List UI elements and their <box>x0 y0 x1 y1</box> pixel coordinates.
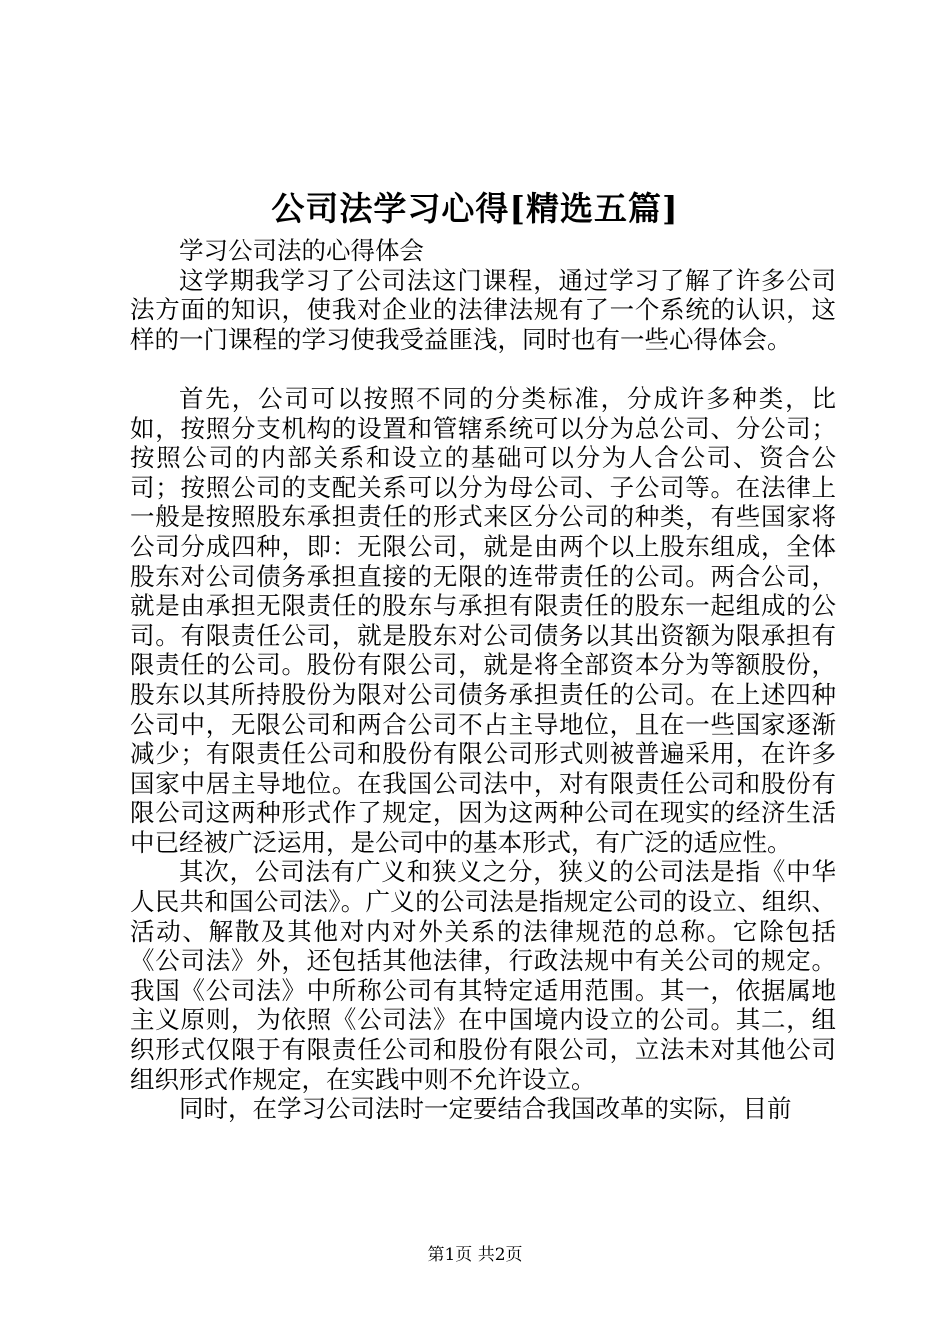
paragraph-third: 同时，在学习公司法时一定要结合我国改革的实际，目前 <box>179 1094 792 1124</box>
page-indicator: 第1页 共2页 <box>427 1245 523 1265</box>
paragraph-subtitle: 学习公司法的心得体会 <box>179 236 424 265</box>
page-title: 公司法学习心得[精选五篇] <box>271 189 679 228</box>
paragraph-intro: 这学期我学习了公司法这门课程，通过学习了解了许多公司法方面的知识，使我对企业的法律法规有了一个系统的认识，这样的一门课程的学习使我受益匪浅，同时也有一些心得体会。 <box>130 265 836 354</box>
document-body <box>130 236 836 1124</box>
paragraph-first: 首先，公司可以按照不同的分类标准，分成许多种类，比如，按照分支机构的设置和管辖系统可以分为总公司、分公司；按照公司的内部关系和设立的基础可以分为人合公司、资合公司；按照公司的支配关系可以分为母公司、子公司等。在法律上一般是按照股东承担责任的形式来区分公司的种类，有些国家将公司分成四种，即：无限公司，就是由两个以上股东组成，全体股东对公司债务承担直接的无限的连带责任的公司。两合公司，就是由承担无限责任的股东与承担有限责任的股东一起组成的公司。有限责任公司，就是股东对公司债务以其出资额为限承担有限责任的公司。股份有限公司，就是将全部资本分为等额股份，股东以其所持股份为限对公司债务承担责任的公司。在上述四种公司中，无限公司和两合公司不占主导地位，且在一些国家逐渐减少；有限责任公司和股份有限公司形式则被普遍采用，在许多国家中居主导地位。在我国公司法中，对有限责任公司和股份有限公司这两种形式作了规定，因为这两种公司在现实的经济生活中已经被广泛运用，是公司中的基本形式，有广泛的适应性。 <box>130 383 836 857</box>
paragraph-second: 其次，公司法有广义和狭义之分，狭义的公司法是指《中华人民共和国公司法》。广义的公司法是指规定公司的设立、组织、活动、解散及其他对内对外关系的法律规范的总称。它除包括《公司法》外，还包括其他法律，行政法规中有关公司的规定。我国《公司法》中所称公司有其特定适用范围。其一，依据属地主义原则，为依照《公司法》在中国境内设立的公司。其二，组织形式仅限于有限责任公司和股份有限公司，立法未对其他公司组织形式作规定，在实践中则不允许设立。 <box>130 857 836 1094</box>
